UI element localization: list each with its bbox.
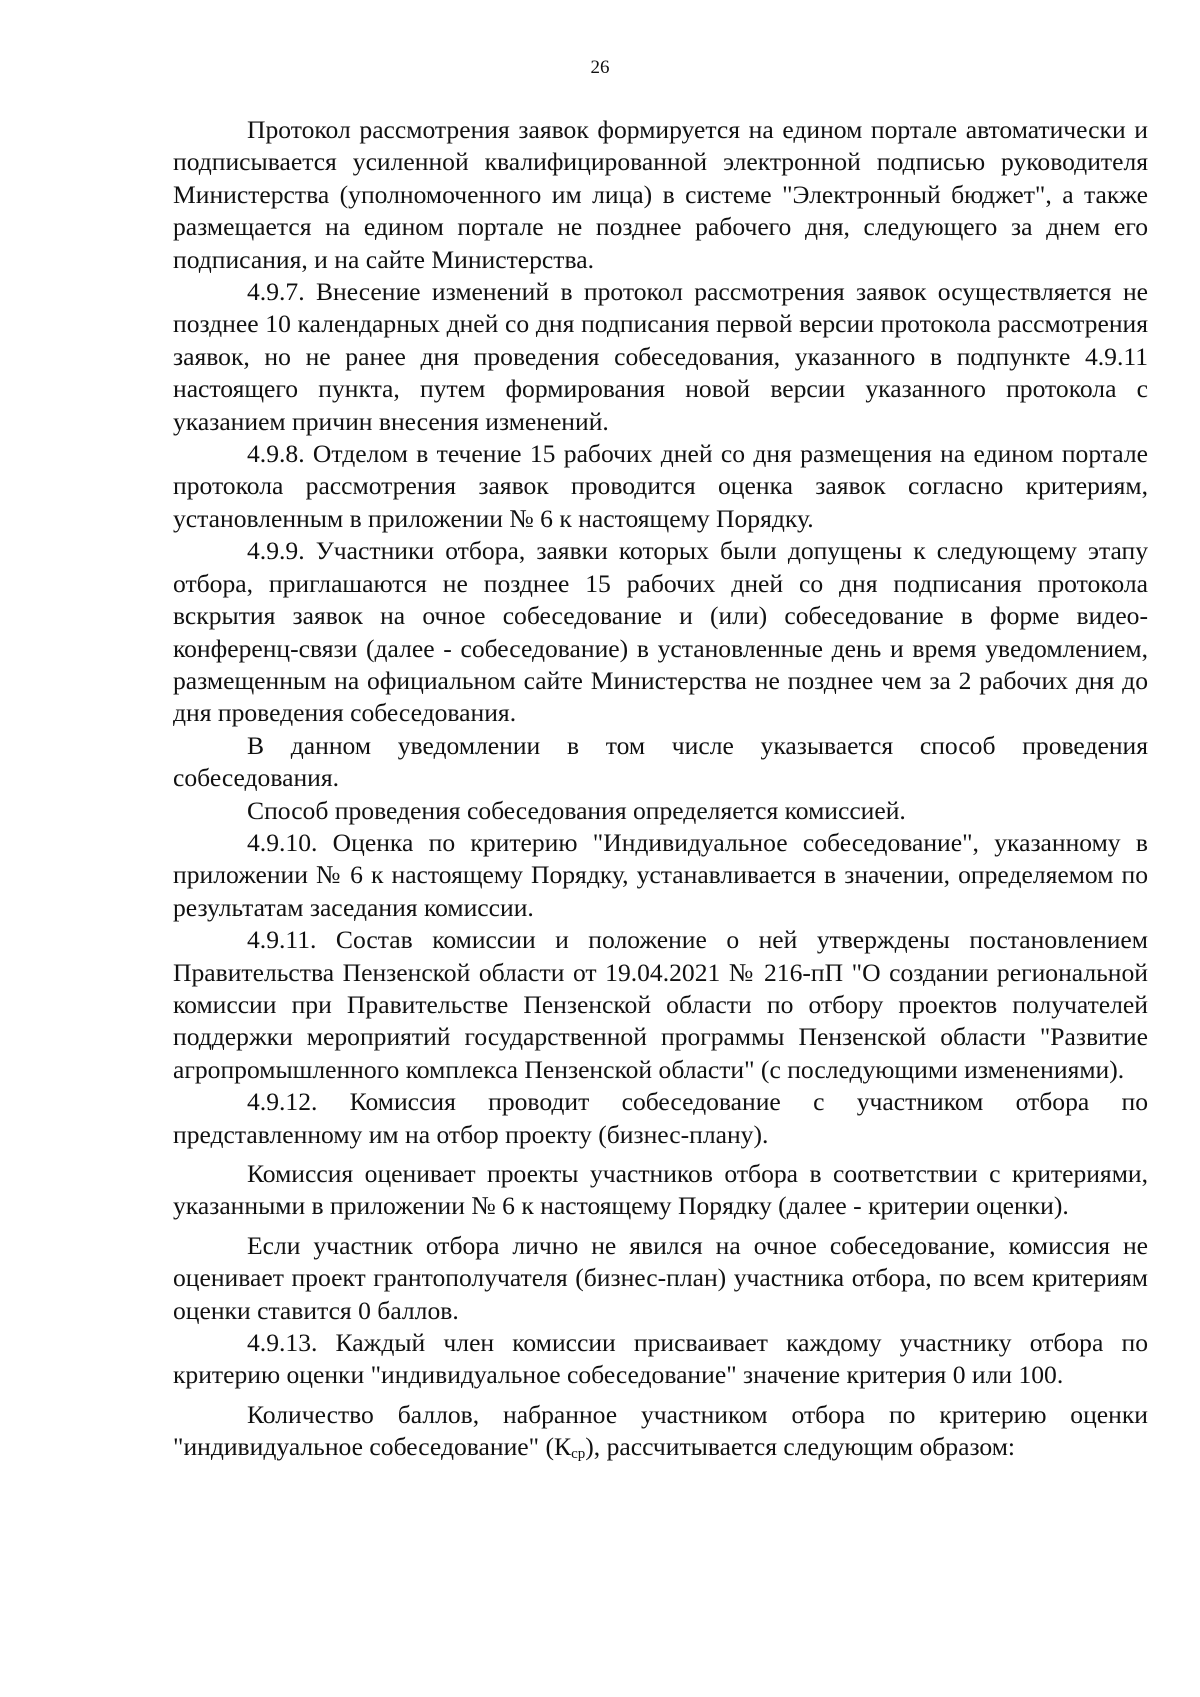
- paragraph-commission-evaluates: Комиссия оценивает проекты участников отбора в соответствии с критериями, указанными в приложении № 6 к настоящему Порядку (далее - критерии оценки).: [173, 1159, 1148, 1221]
- paragraph-4-9-10: 4.9.10. Оценка по критерию "Индивидуальное собеседование", указанному в приложении № 6 к настоящему Порядку, устанавливается в значении, определяемом по результатам заседания комиссии.: [173, 827, 1148, 922]
- score-subscript: ср: [571, 1446, 586, 1463]
- paragraph-4-9-9: 4.9.9. Участники отбора, заявки которых были допущены к следующему этапу отбора, приглашаются не позднее 15 рабочих дней со дня подписания протокола вскрытия заявок на очное собеседование и (или) собеседование в форме видео-конференц-связи (далее - собеседование) в установленные день и время уведомлением, размещенным на официальном сайте Министерства не позднее чем за 2 рабочих дня до дня проведения собеседования.: [173, 536, 1148, 728]
- paragraph-4-9-12: 4.9.12. Комиссия проводит собеседование с участником отбора по представленному им на отбор проекту (бизнес-плану).: [173, 1087, 1148, 1149]
- paragraph-notice-method: В данном уведомлении в том числе указывается способ проведения собеседования.: [173, 730, 1148, 793]
- score-text-before: Количество баллов, набранное участником отбора по критерию оценки "индивидуальное собеседование" (К: [173, 1399, 1148, 1462]
- paragraph-method-by-commission: Способ проведения собеседования определяется комиссией.: [247, 795, 906, 825]
- paragraph-4-9-13: 4.9.13. Каждый член комиссии присваивает каждому участнику отбора по критерию оценки "индивидуальное собеседование" значение критерия 0 или 100.: [173, 1328, 1148, 1390]
- paragraph-4-9-8: 4.9.8. Отделом в течение 15 рабочих дней со дня размещения на едином портале протокола рассмотрения заявок проводится оценка заявок согласно критериям, установленным в приложении № 6 к настоящему Порядку.: [173, 439, 1148, 533]
- score-text-after: ), рассчитывается следующим образом:: [585, 1432, 1016, 1462]
- paragraph-4-9-11: 4.9.11. Состав комиссии и положение о ней утверждены постановлением Правительства Пензенской области от 19.04.2021 № 216-пП "О создании региональной комиссии при Правительстве Пензенской области по отбору проектов получателей поддержки мероприятий государственной программы Пензенской области "Развитие агропромышленного комплекса Пензенской области" (с последующими изменениями).: [173, 925, 1148, 1084]
- paragraph-4-9-7: 4.9.7. Внесение изменений в протокол рассмотрения заявок осуществляется не позднее 10 календарных дней со дня подписания первой версии протокола рассмотрения заявок, но не ранее дня проведения собеседования, указанного в подпункте 4.9.11 настоящего пункта, путем формирования новой версии указанного протокола с указанием причин внесения изменений.: [173, 277, 1148, 436]
- paragraph-absence-zero-points: Если участник отбора лично не явился на очное собеседование, комиссия не оценивает проект грантополучателя (бизнес-план) участника отбора, по всем критериям оценки ставится 0 баллов.: [173, 1230, 1148, 1325]
- body-text: [173, 114, 1148, 1464]
- paragraph-protocol-formation: Протокол рассмотрения заявок формируется на едином портале автоматически и подписывается усиленной квалифицированной электронной подписью руководителя Министерства (уполномоченного им лица) в системе "Электронный бюджет", а также размещается на едином портале не позднее рабочего дня, следующего за днем его подписания, и на сайте Министерства.: [173, 115, 1148, 274]
- paragraph-score-calculation: [173, 1399, 1148, 1464]
- page-number: 26: [590, 57, 610, 78]
